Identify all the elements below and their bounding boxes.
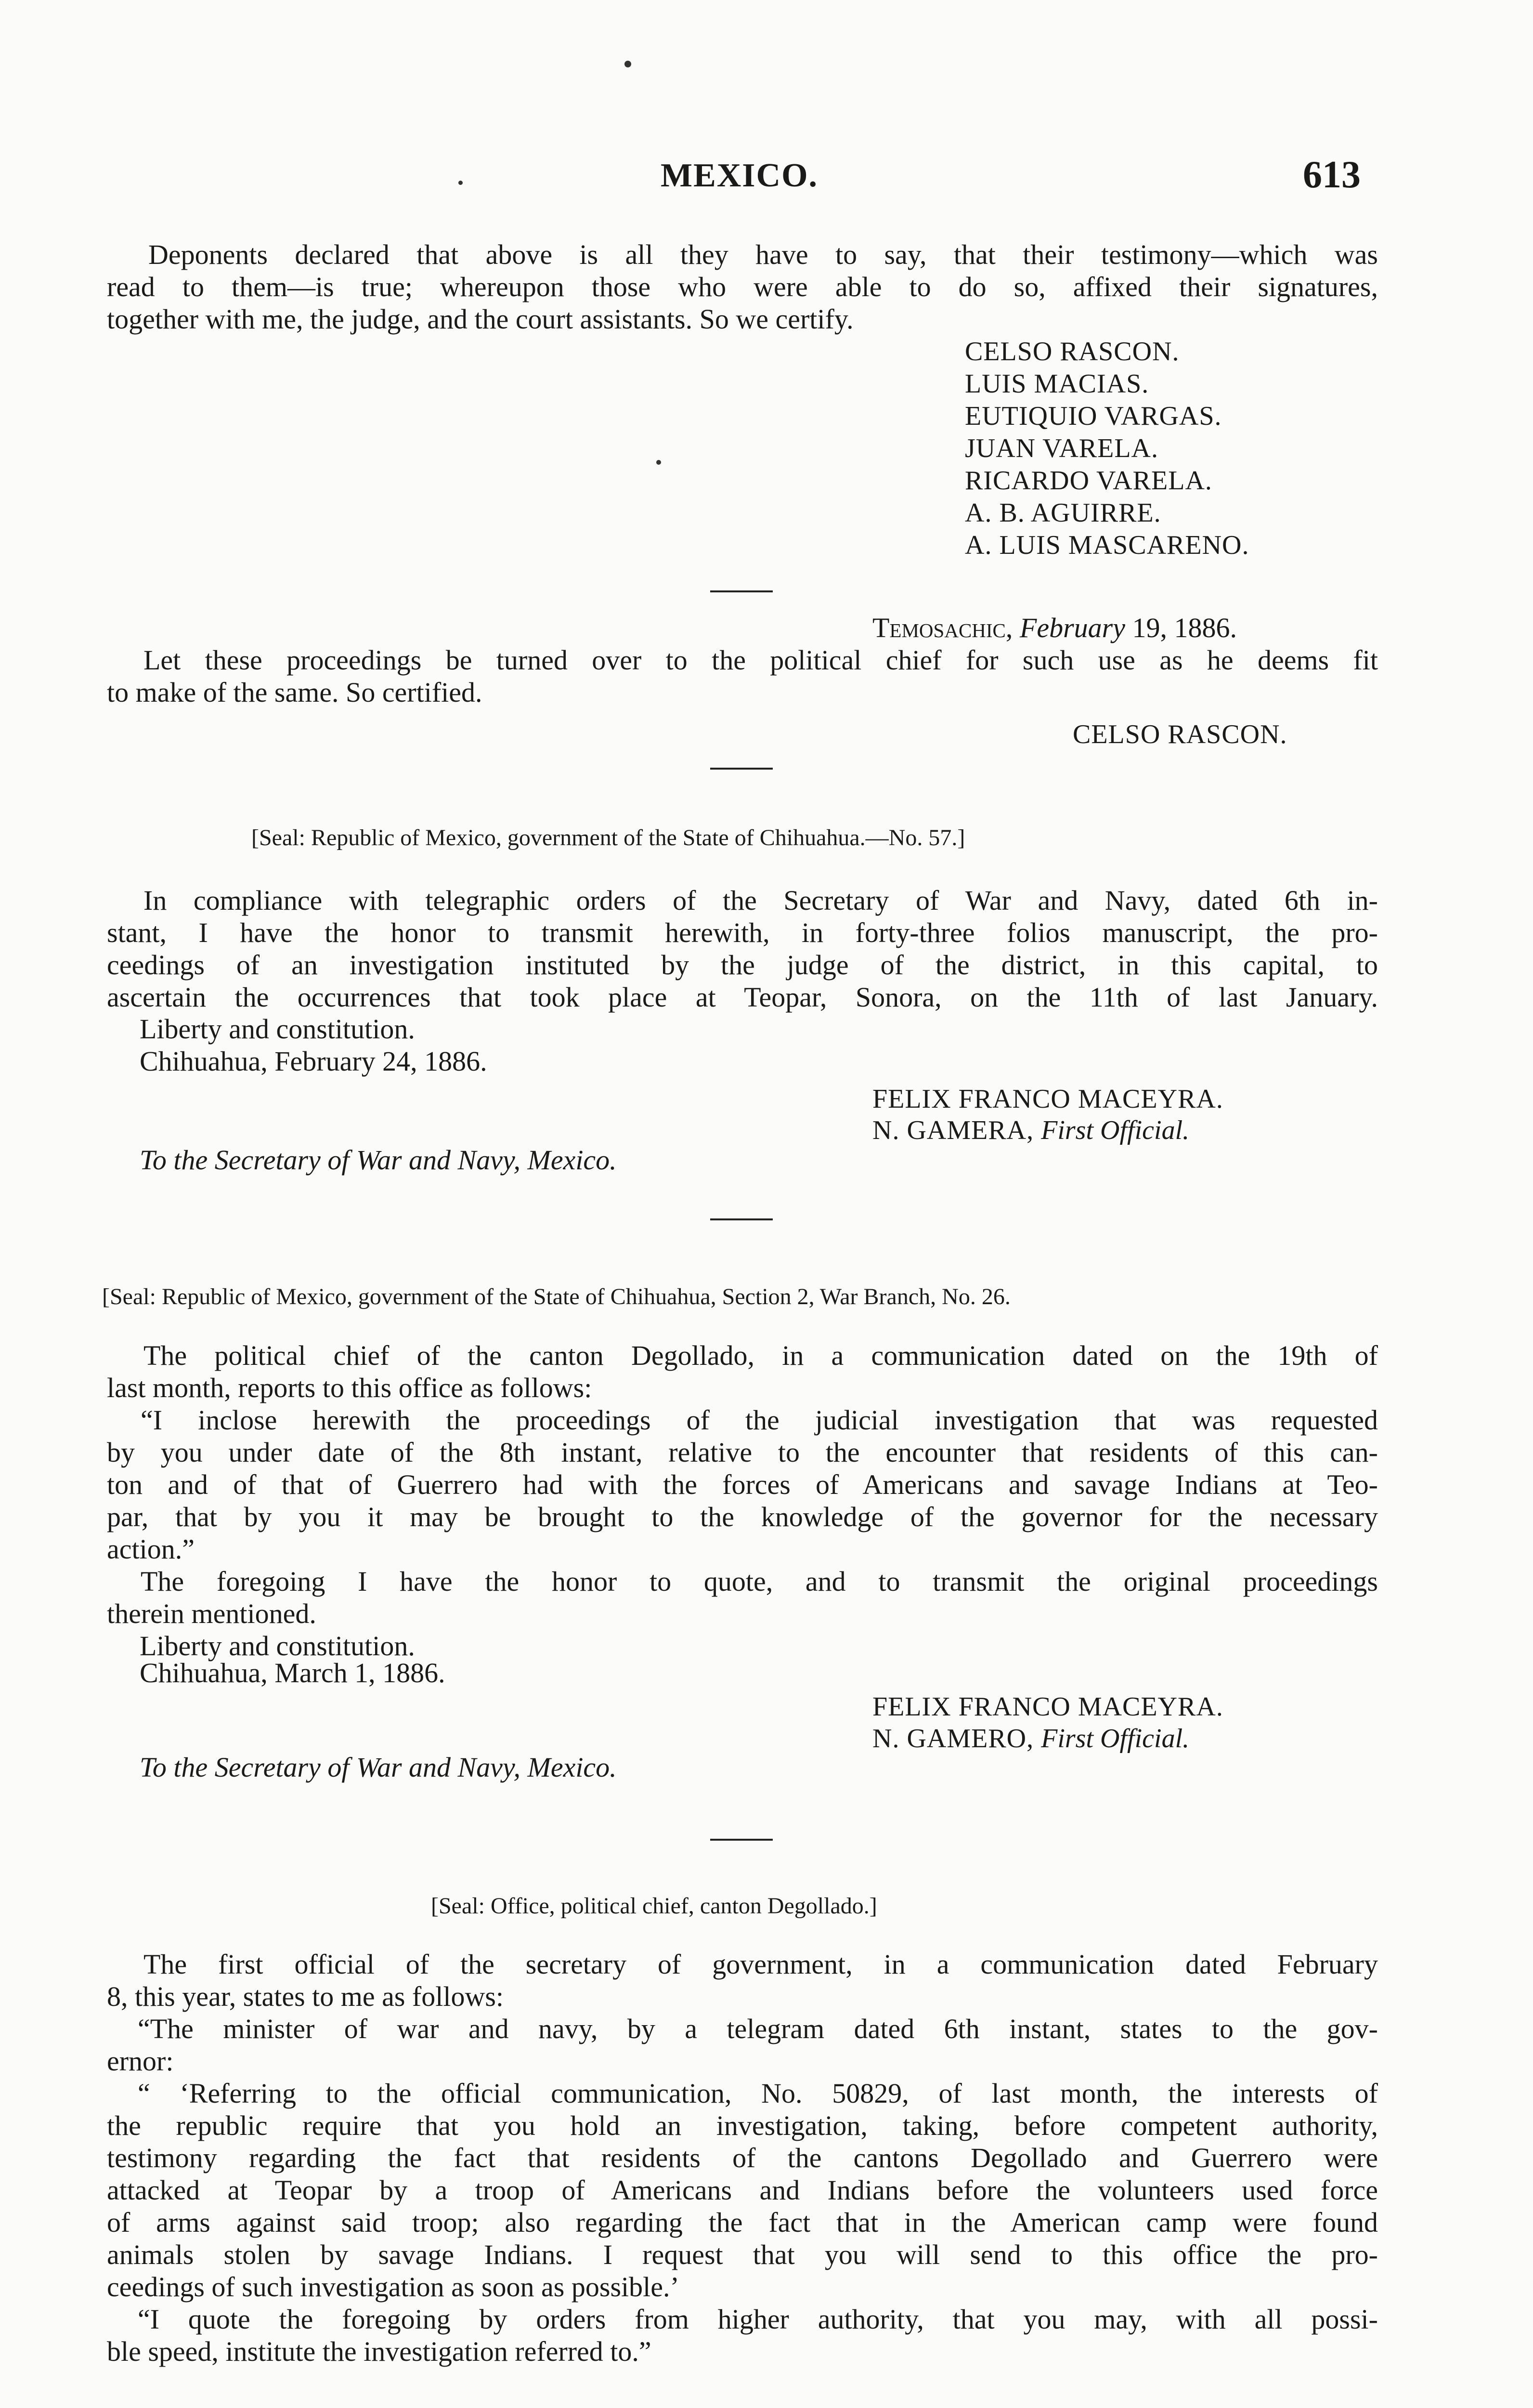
- section-divider: [710, 1218, 773, 1220]
- report-paragraph: [107, 1339, 1378, 1630]
- paragraph-line: In compliance with telegraphic orders of the Secretary of War and Navy, dated 6th in-: [143, 885, 1378, 916]
- place-name: Temosachic,: [872, 612, 1013, 643]
- signature-name: CELSO RASCON.: [965, 337, 1180, 366]
- paragraph-line: Let these proceedings be turned over to the political chief for such use as he deems fit: [143, 644, 1378, 676]
- transmittal-paragraph: [107, 884, 1378, 1013]
- paragraph-line: par, that by you it may be brought to the knowledge of the governor for the necessary: [107, 1501, 1378, 1532]
- paragraph-line: by you under date of the 8th instant, relative to the encounter that residents of this can-: [107, 1437, 1378, 1468]
- certification-paragraph: [107, 644, 1378, 708]
- paragraph-line: the republic require that you hold an investigation, taking, before competent authority,: [107, 2110, 1378, 2141]
- letter-date: Chihuahua, February 24, 1886.: [140, 1046, 487, 1077]
- paragraph-line: “I quote the foregoing by orders from higher authority, that you may, with all possi-: [138, 2303, 1378, 2335]
- official-title: First Official.: [1041, 1724, 1190, 1754]
- print-speck: [624, 61, 631, 67]
- letter-date: Chihuahua, March 1, 1886.: [140, 1657, 445, 1688]
- paragraph-line: of arms against said troop; also regarding the fact that in the American camp were found: [107, 2207, 1378, 2238]
- closing-formula: Liberty and constitution.: [140, 1630, 415, 1662]
- signature-list: [965, 336, 1249, 562]
- paragraph-line: action.”: [107, 1533, 195, 1565]
- paragraph-line: Deponents declared that above is all they have to say, that their testimony—which was: [148, 239, 1378, 270]
- paragraph-line: last month, reports to this office as follows:: [107, 1372, 592, 1403]
- paragraph-line: The political chief of the canton Degollado, in a communication dated on the 19th of: [143, 1340, 1378, 1371]
- paragraph-line: together with me, the judge, and the court assistants. So we certify.: [107, 303, 854, 335]
- paragraph-line: attacked at Teopar by a troop of Americans and Indians before the volunteers used force: [107, 2174, 1378, 2206]
- addressee-line: To the Secretary of War and Navy, Mexico.: [140, 1752, 617, 1783]
- paragraph-line: to make of the same. So certified.: [107, 677, 482, 708]
- seal-caption: [Seal: Office, political chief, canton Degollado.]: [431, 1893, 877, 1919]
- official-line: [872, 1115, 1189, 1146]
- official-title: First Official.: [1041, 1115, 1190, 1145]
- date-month: February: [1019, 612, 1125, 643]
- paragraph-line: animals stolen by savage Indians. I request that you will send to this office the pro-: [107, 2239, 1378, 2270]
- paragraph-line: “The minister of war and navy, by a telegram dated 6th instant, states to the gov-: [138, 2013, 1378, 2044]
- addressee-line: To the Secretary of War and Navy, Mexico.: [140, 1144, 617, 1176]
- page-number: 613: [1303, 154, 1361, 196]
- investigation-paragraph: [107, 1948, 1378, 2368]
- running-head-title: MEXICO.: [661, 157, 818, 194]
- signature-name: EUTIQUIO VARGAS.: [965, 401, 1222, 431]
- signature-name: JUAN VARELA.: [965, 433, 1158, 463]
- paragraph-line: therein mentioned.: [107, 1598, 316, 1629]
- section-divider: [710, 590, 773, 592]
- paragraph-line: 8, this year, states to me as follows:: [107, 1981, 504, 2012]
- signature-name: A. LUIS MASCARENO.: [965, 530, 1249, 560]
- paragraph-line: “I inclose herewith the proceedings of the judicial investigation that was requested: [141, 1404, 1378, 1436]
- official-name: N. GAMERA,: [872, 1115, 1034, 1145]
- closing-formula: Liberty and constitution.: [140, 1013, 415, 1045]
- paragraph-line: ton and of that of Guerrero had with the forces of Americans and savage Indians at Teo-: [107, 1469, 1378, 1500]
- paragraph-line: The foregoing I have the honor to quote, and to transmit the original proceedings: [141, 1566, 1378, 1597]
- paragraph-line: testimony regarding the fact that residents of the cantons Degollado and Guerrero were: [107, 2142, 1378, 2173]
- section-divider: [710, 1839, 773, 1841]
- section-divider: [710, 768, 773, 770]
- seal-caption: [Seal: Republic of Mexico, government of the State of Chihuahua, Section 2, War Branch, No. 26.: [102, 1284, 1011, 1309]
- paragraph-line: ceedings of an investigation instituted by the judge of the district, in this capital, to: [107, 949, 1378, 981]
- signature-name: CELSO RASCON.: [1073, 720, 1287, 749]
- paragraph-line: ernor:: [107, 2045, 174, 2077]
- official-name: N. GAMERO,: [872, 1724, 1034, 1754]
- paragraph-line: ceedings of such investigation as soon as possible.’: [107, 2271, 679, 2303]
- signature-name: LUIS MACIAS.: [965, 369, 1149, 399]
- paragraph-line: read to them—is true; whereupon those who were able to do so, affixed their signatures,: [107, 271, 1378, 302]
- signature-name: RICARDO VARELA.: [965, 466, 1212, 496]
- print-speck: [458, 181, 463, 185]
- official-line: [872, 1723, 1189, 1754]
- paragraph-line: ble speed, institute the investigation referred to.”: [107, 2336, 651, 2367]
- place-date-line: [872, 612, 1237, 644]
- paragraph-line: ascertain the occurrences that took place at Teopar, Sonora, on the 11th of last January.: [107, 982, 1378, 1013]
- seal-caption: [Seal: Republic of Mexico, government of the State of Chihuahua.—No. 57.]: [251, 825, 965, 851]
- print-speck: [656, 460, 661, 465]
- paragraph-line: “ ‘Referring to the official communication, No. 50829, of last month, the interests of: [138, 2078, 1378, 2109]
- deposition-paragraph: [107, 238, 1378, 335]
- paragraph-line: stant, I have the honor to transmit herewith, in forty-three folios manuscript, the pro-: [107, 917, 1378, 948]
- signer-name: FELIX FRANCO MACEYRA.: [872, 1084, 1223, 1114]
- signature-name: A. B. AGUIRRE.: [965, 498, 1161, 528]
- paragraph-line: The first official of the secretary of government, in a communication dated February: [143, 1949, 1378, 1980]
- date-rest: 19, 1886.: [1132, 612, 1237, 643]
- signer-name: FELIX FRANCO MACEYRA.: [872, 1692, 1223, 1722]
